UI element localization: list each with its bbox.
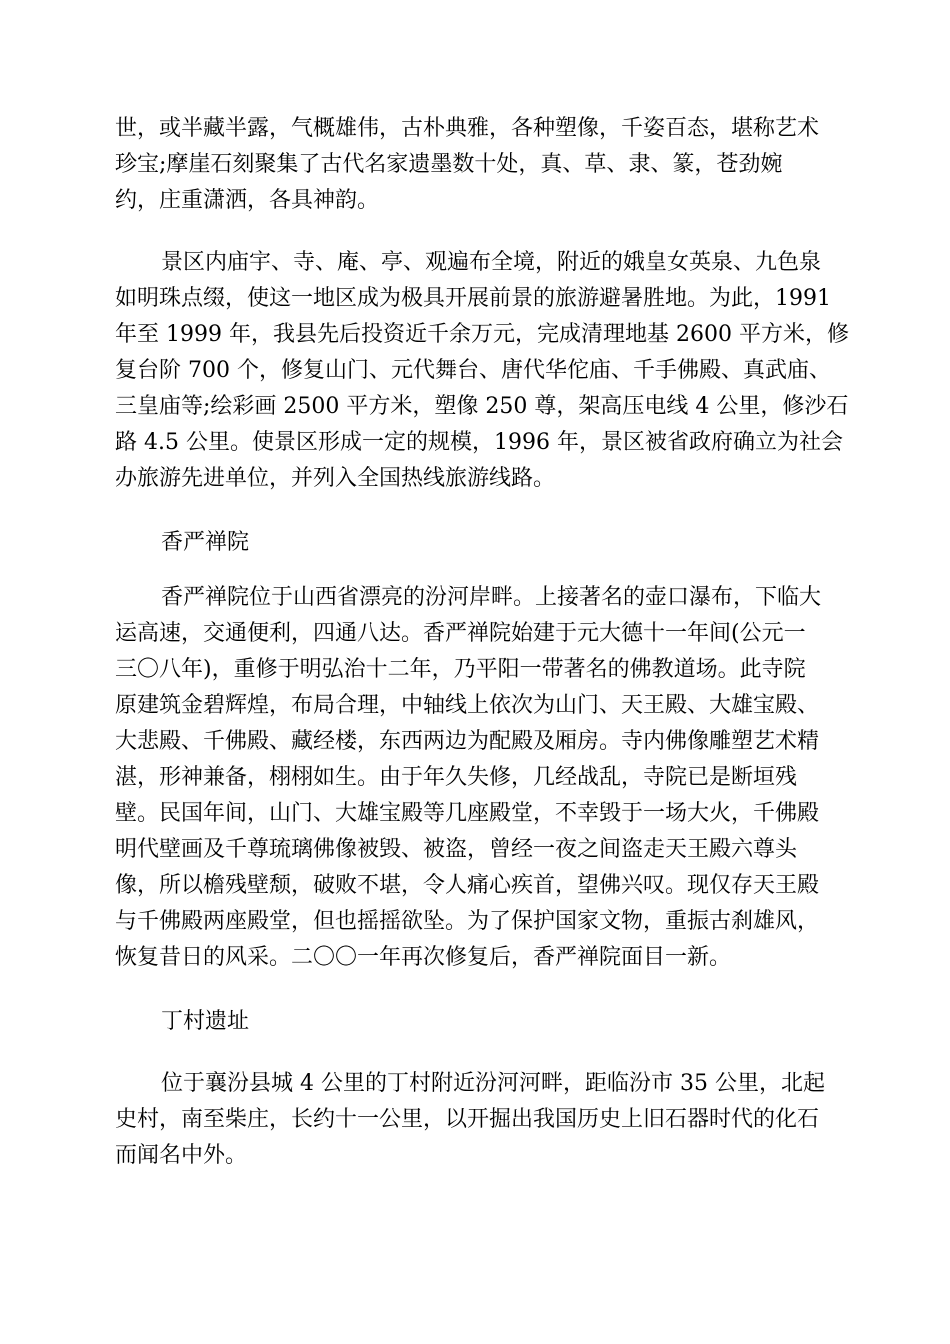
heading-text: 香严禅院 — [161, 530, 250, 555]
paragraph-dingcun-site — [115, 1066, 835, 1174]
text-line: 大悲殿、千佛殿、藏经楼，东西两边为配殿及厢房。寺内佛像雕塑艺术精 — [115, 729, 820, 754]
text-line: 路 4.5 公里。使景区形成一定的规模，1996 年，景区被省政府确立为社会 — [115, 430, 843, 455]
section-heading-xiangyan — [115, 525, 835, 561]
text-line: 运高速，交通便利，四通八达。香严禅院始建于元大德十一年间(公元一 — [115, 621, 806, 646]
text-line: 珍宝;摩崖石刻聚集了古代名家遗墨数十处，真、草、隶、篆，苍劲婉 — [115, 152, 783, 177]
text-line: 壁。民国年间，山门、大雄宝殿等几座殿堂，不幸毁于一场大火，千佛殿 — [115, 801, 820, 826]
text-line: 原建筑金碧辉煌，布局合理，中轴线上依次为山门、天王殿、大雄宝殿、 — [115, 693, 820, 718]
paragraph-scenic-area — [115, 245, 849, 497]
text-line: 办旅游先进单位，并列入全国热线旅游线路。 — [115, 466, 556, 491]
text-line: 恢复昔日的风采。二〇〇一年再次修复后，香严禅院面目一新。 — [115, 945, 732, 970]
text-line: 复台阶 700 个，修复山门、元代舞台、唐代华佗庙、千手佛殿、真武庙、 — [115, 358, 831, 383]
paragraph-xiangyan-temple — [115, 580, 835, 976]
text-line: 像，所以檐残壁颓，破败不堪，令人痛心疾首，望佛兴叹。现仅存天王殿 — [115, 873, 820, 898]
text-line: 三皇庙等;绘彩画 2500 平方米，塑像 250 尊，架高压电线 4 公里，修沙石 — [115, 394, 849, 419]
text-line: 年至 1999 年，我县先后投资近千余万元，完成清理地基 2600 平方米，修 — [115, 322, 849, 347]
heading-text: 丁村遗址 — [161, 1009, 250, 1034]
text-line: 位于襄汾县城 4 公里的丁村附近汾河河畔，距临汾市 35 公里，北起 — [161, 1071, 825, 1096]
text-line: 而闻名中外。 — [115, 1143, 248, 1168]
text-line: 世，或半藏半露，气概雄伟，古朴典雅，各种塑像，千姿百态，堪称艺术 — [115, 116, 820, 141]
section-heading-dingcun — [115, 1004, 835, 1040]
text-line: 景区内庙宇、寺、庵、亭、观遍布全境，附近的娥皇女英泉、九色泉 — [161, 250, 822, 275]
text-line: 香严禅院位于山西省漂亮的汾河岸畔。上接著名的壶口瀑布，下临大 — [161, 585, 822, 610]
text-line: 三〇八年)，重修于明弘治十二年，乃平阳一带著名的佛教道场。此寺院 — [115, 657, 806, 682]
text-line: 与千佛殿两座殿堂，但也摇摇欲坠。为了保护国家文物，重振古刹雄风， — [115, 909, 820, 934]
paragraph-continuation — [115, 111, 835, 219]
text-line: 湛，形神兼备，栩栩如生。由于年久失修，几经战乱，寺院已是断垣残 — [115, 765, 798, 790]
text-line: 史村，南至柴庄，长约十一公里，以开掘出我国历史上旧石器时代的化石 — [115, 1107, 820, 1132]
text-line: 明代壁画及千尊琉璃佛像被毁、被盗，曾经一夜之间盗走天王殿六尊头 — [115, 837, 798, 862]
text-line: 约，庄重潇洒，各具神韵。 — [115, 188, 380, 213]
text-line: 如明珠点缀，使这一地区成为极具开展前景的旅游避暑胜地。为此，1991 — [115, 286, 831, 311]
